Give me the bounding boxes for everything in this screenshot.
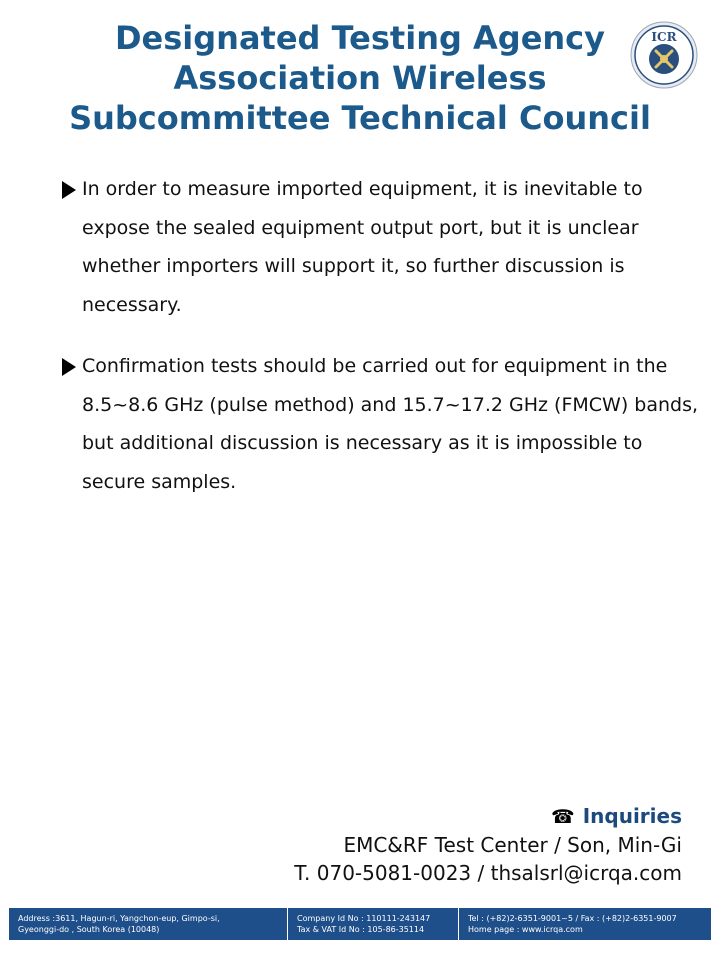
title-line-2: Association Wireless — [173, 59, 547, 97]
contact-phone-email: T. 070-5081-0023 / thsalsrl@icrqa.com — [294, 861, 682, 885]
phone-icon: ☎ — [551, 806, 575, 828]
page-title — [40, 18, 680, 138]
title-line-3: Subcommittee Technical Council — [69, 99, 651, 137]
footer-company-ids — [288, 908, 459, 940]
contact-block — [294, 802, 682, 887]
bullet-list — [62, 170, 707, 501]
bullet-item — [62, 170, 707, 324]
bullet-item — [62, 347, 707, 501]
footer-contact — [459, 908, 711, 940]
footer-bar — [9, 908, 711, 940]
bullet-text: In order to measure imported equipment, it is inevitable to expose the sealed equipment output port, but it is unclear whether importers will support it, so further discussion is necessary. — [82, 178, 643, 316]
logo-text: ICR — [651, 30, 677, 44]
title-line-1: Designated Testing Agency — [114, 19, 605, 57]
footer-company-line: Tax & VAT Id No : 105-86-35114 — [297, 925, 425, 934]
footer-address-line: Gyeonggi-do , South Korea (10048) — [18, 925, 160, 934]
footer-tel-line: Tel : (+82)2-6351-9001~5 / Fax : (+82)2-6351-9007 — [468, 914, 677, 923]
triangle-bullet-icon — [62, 181, 76, 199]
contact-name: EMC&RF Test Center / Son, Min-Gi — [343, 833, 682, 857]
footer-company-line: Company Id No : 110111-243147 — [297, 914, 431, 923]
footer-address — [9, 908, 288, 940]
icr-logo — [630, 21, 698, 89]
footer-address-line: Address :3611, Hagun-ri, Yangchon-eup, Gimpo-si, — [18, 914, 220, 923]
footer-homepage-line: Home page : www.icrqa.com — [468, 925, 583, 934]
bullet-text: Confirmation tests should be carried out for equipment in the 8.5~8.6 GHz (pulse method) and 15.7~17.2 GHz (FMCW) bands, but additional discussion is necessary as it is impossible to secure samples. — [82, 355, 699, 493]
inquiries-label: Inquiries — [582, 804, 682, 828]
triangle-bullet-icon — [62, 358, 76, 376]
